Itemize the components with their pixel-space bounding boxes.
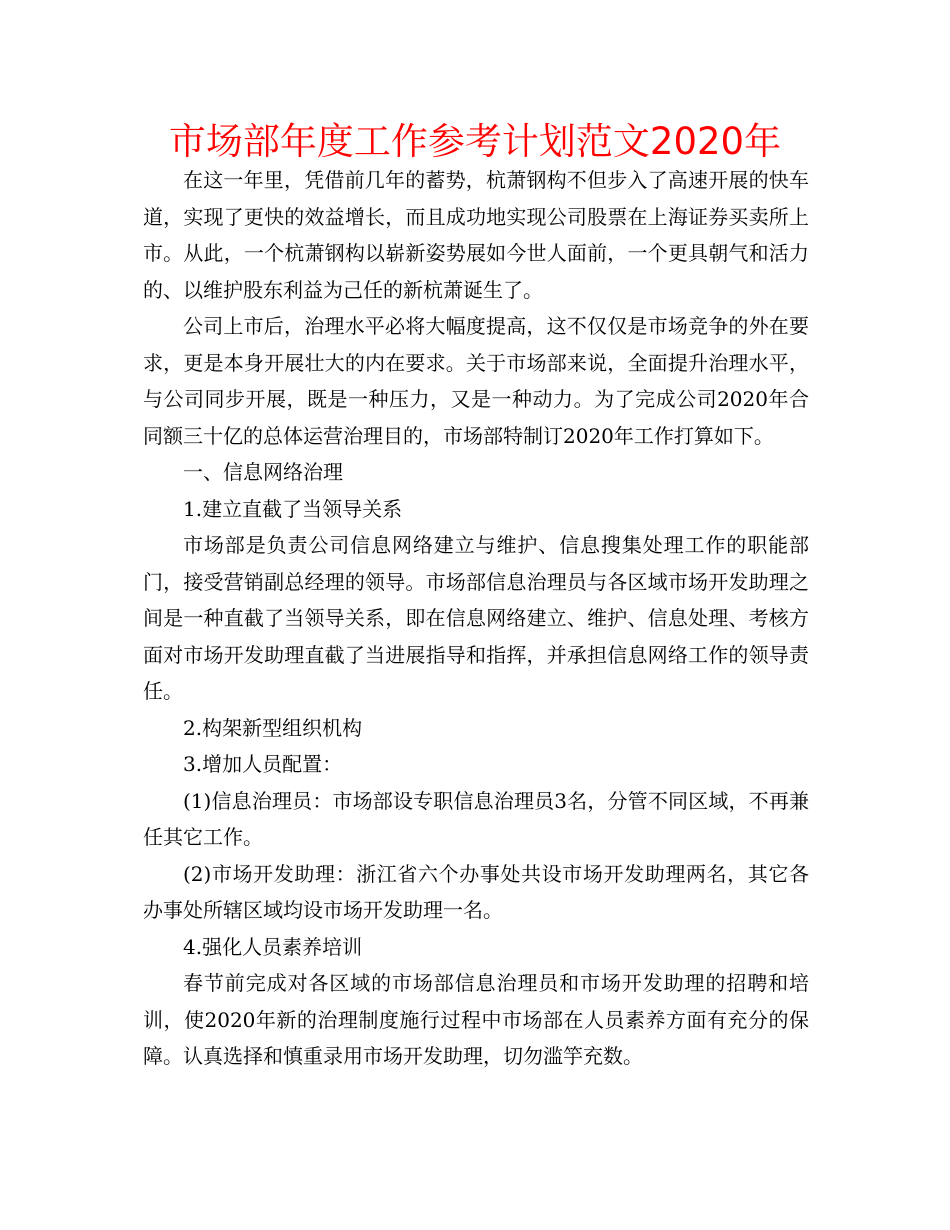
subheading-direct-leadership: 1.建立直截了当领导关系 — [183, 496, 403, 521]
section-heading-info-network: 一、信息网络治理 — [183, 460, 343, 484]
subheading-training: 4.强化人员素养培训 — [183, 934, 363, 959]
paragraph-market-department: 市场部是负责公司信息网络建立与维护、信息搜集处理工作的职能部门，接受营销副总经理的领导。市场部信息治理员与各区域市场开发助理之间是一种直截了当领导关系，即在信息网络建立、维护、信息处理、考核方面对市场开发助理直截了当进展指导和指挥，并承担信息网络工作的领导责任。 — [143, 533, 809, 703]
paragraph-market-assistant: (2)市场开发助理：浙江省六个办事处共设市场开发助理两名，其它各办事处所辖区域均设市场开发助理一名。 — [143, 861, 809, 922]
paragraph-info-administrator: (1)信息治理员：市场部设专职信息治理员3名，分管不同区域，不再兼任其它工作。 — [143, 788, 809, 849]
document-title: 市场部年度工作参考计划范文2020年 — [168, 120, 782, 163]
document-body — [143, 162, 809, 1075]
subheading-organization: 2.构架新型组织机构 — [183, 715, 363, 740]
paragraph-training: 春节前完成对各区域的市场部信息治理员和市场开发助理的招聘和培训，使2020年新的治理制度施行过程中市场部在人员素养方面有充分的保障。认真选择和慎重录用市场开发助理，切勿滥竽充数。 — [143, 971, 809, 1068]
paragraph-listing: 公司上市后，治理水平必将大幅度提高，这不仅仅是市场竞争的外在要求，更是本身开展壮大的内在要求。关于市场部来说，全面提升治理水平，与公司同步开展，既是一种压力，又是一种动力。为了完成公司2020年合同额三十亿的总体运营治理目的，市场部特制订2020年工作打算如下。 — [143, 314, 809, 448]
paragraph-intro: 在这一年里，凭借前几年的蓄势，杭萧钢构不但步入了高速开展的快车道，实现了更快的效益增长，而且成功地实现公司股票在上海证券买卖所上市。从此，一个杭萧钢构以崭新姿势展如今世人面前，一个更具朝气和活力的、以维护股东利益为己任的新杭萧诞生了。 — [143, 168, 809, 302]
subheading-staffing: 3.增加人员配置： — [183, 752, 343, 776]
